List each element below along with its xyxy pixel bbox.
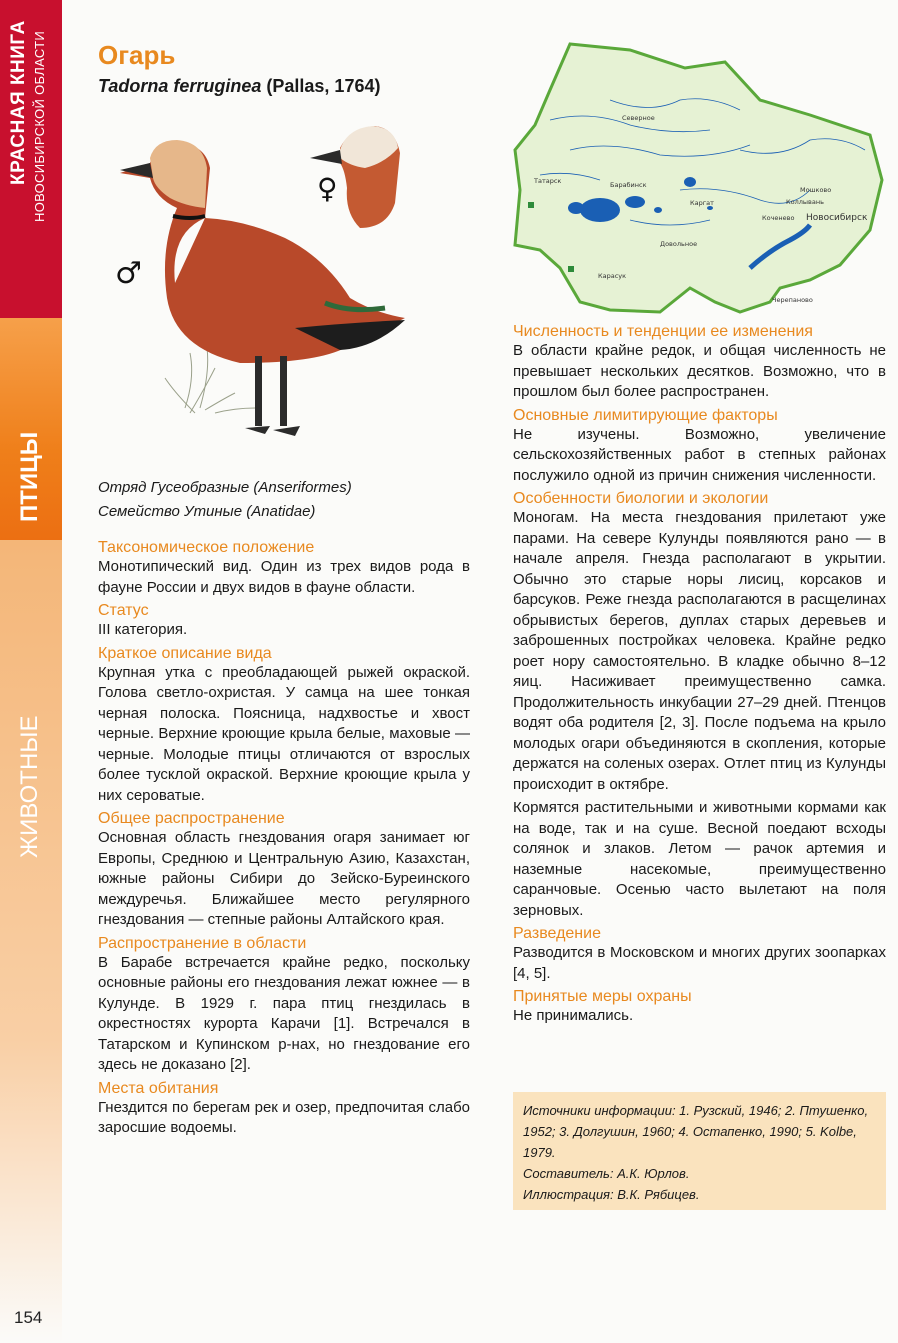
section-text: III категория. bbox=[98, 621, 188, 638]
section-heading: Численность и тенденции ее изменения bbox=[513, 323, 813, 340]
sources-box bbox=[513, 1092, 886, 1210]
town-label: Мошково bbox=[800, 186, 832, 194]
left-column bbox=[98, 538, 470, 1142]
class-label: ПТИЦЫ bbox=[16, 431, 43, 522]
book-title: КРАСНАЯ КНИГА bbox=[8, 20, 29, 185]
section-text: Моногам. На места гнездования прилетают уже парами. На севере Кулунды появляются рано — в начале апреля. Гнезда располагают в укрытии. Обычно это старые норы лисиц, корсаков и барсуков. Реже гнезда располагаются в расщелинах обрывистых берегов, дуплах старых деревьев и заброшенных постройках человека. Крайне редко роет нору самостоятельно. В кладке обычно 8–12 яиц. Насиживает преимущественно самка. Продолжительность инкубации 27–29 дней. Птенцов водят оба родителя [2, 3]. После подъема на крыло молодых огари объединяются в скопления, которые держатся на соленых озерах. Отлет птиц из Кулунды происходит в октябре. bbox=[513, 509, 886, 793]
section-text: Основная область гнездования огаря занимает юг Европы, Среднюю и Центральную Азию, Казахстан, южные районы Сибири до Зейско-Буреинского междуречья. Ближайшее место регулярного гнездования — степные районы Алтайского края. bbox=[98, 829, 470, 928]
section-text: Монотипический вид. Один из трех видов рода в фауне России и двух видов в фауне области. bbox=[98, 558, 470, 596]
sources-author: Составитель: А.К. Юрлов. bbox=[523, 1166, 690, 1181]
record-marker bbox=[568, 266, 574, 272]
latin-binomial: Tadorna ferruginea bbox=[98, 76, 262, 96]
section-heading: Места обитания bbox=[98, 1079, 219, 1097]
latin-author: (Pallas, 1764) bbox=[266, 76, 381, 96]
section-heading: Общее распространение bbox=[98, 810, 285, 827]
kingdom-label: ЖИВОТНЫЕ bbox=[16, 715, 43, 858]
town-label: Северное bbox=[622, 114, 655, 122]
order-line: Отряд Гусеобразные (Anseriformes) bbox=[98, 479, 352, 496]
right-column bbox=[513, 322, 886, 1030]
page-number: 154 bbox=[14, 1308, 43, 1327]
town-label: Карасук bbox=[598, 272, 627, 280]
section-heading: Основные лимитирующие факторы bbox=[513, 406, 778, 424]
female-symbol: ♀ bbox=[317, 172, 338, 205]
male-symbol: ♂ bbox=[115, 256, 142, 291]
sidebar-fade-band bbox=[0, 1040, 62, 1343]
town-label: Барабинск bbox=[610, 181, 647, 189]
section-text: Разводится в Московском и многих других зоопарках [4, 5]. bbox=[513, 944, 886, 982]
town-label: Черепаново bbox=[772, 296, 813, 304]
section-text: Гнездится по берегам рек и озер, предпочитая слабо заросшие водоемы. bbox=[98, 1098, 470, 1136]
section-text: В Барабе встречается крайне редко, поскольку основные районы его гнездования лежат южнее — в Кулунде. В 1929 г. пара птиц гнездилась в окрестностях курорта Карачи [1]. Встречался в Татарском и Купинском р-нах, но гнездование его здесь не доказано [2]. bbox=[98, 953, 470, 1073]
town-label: Довольное bbox=[660, 240, 698, 248]
distribution-map bbox=[510, 40, 886, 322]
section-heading: Распространение в области bbox=[98, 934, 307, 952]
section-heading: Разведение bbox=[513, 925, 601, 942]
town-label: Каргат bbox=[690, 199, 714, 207]
section-heading: Принятые меры охраны bbox=[513, 988, 692, 1005]
town-label: Коллывань bbox=[786, 198, 824, 206]
taxonomy-block bbox=[98, 476, 488, 524]
section-text: Крупная утка с преобладающей рыжей окраской. Голова светло-охристая. У самца на шее тонкая черная полоска. Поясница, надхвостье и хвост черные. Верхние кроющие крыла белые, маховые — черные. Молодые птицы отличаются от взрослых более тусклой окраской. Верхние кроющие крыла у них сероватые. bbox=[98, 663, 470, 804]
section-text: Не принимались. bbox=[513, 1007, 634, 1024]
record-marker bbox=[528, 202, 534, 208]
duck-illustration bbox=[95, 108, 495, 468]
section-text: Кормятся растительными и животными кормами как на воде, так и на суше. Весной поедают всходы солянок и злаков. Летом — рачок артемия и наземные насекомые, преимущественно саранчовые. Осенью часто вылетают на поля зерновых. bbox=[513, 799, 886, 919]
section-heading: Краткое описание вида bbox=[98, 644, 272, 662]
species-latin-name bbox=[98, 76, 380, 97]
section-heading: Особенности биологии и экологии bbox=[513, 490, 769, 507]
section-heading: Статус bbox=[98, 602, 149, 619]
sidebar bbox=[0, 0, 62, 1343]
book-region: НОВОСИБИРСКОЙ ОБЛАСТИ bbox=[32, 31, 47, 222]
species-title: Огарь bbox=[98, 40, 176, 70]
town-label: Новосибирск bbox=[806, 213, 868, 223]
sources-illustration: Иллюстрация: В.К. Рябицев. bbox=[523, 1187, 700, 1202]
section-text: Не изучены. Возможно, увеличение сельскохозяйственных работ в степных районах послужило одной из причин снижения численности. bbox=[513, 425, 886, 484]
town-label: Коченево bbox=[762, 214, 795, 222]
town-label: Татарск bbox=[534, 177, 562, 185]
sources-refs: Источники информации: 1. Рузский, 1946; 2. Птушенко, 1952; 3. Долгушин, 1960; 4. Остапенко, 1990; 5. Kolbe, 1979. bbox=[523, 1103, 869, 1160]
section-text: В области крайне редок, и общая численность не превышает нескольких десятков. Возможно, что в прошлом был более распространен. bbox=[513, 342, 886, 400]
family-line: Семейство Утиные (Anatidae) bbox=[98, 503, 316, 520]
section-heading: Таксономическое положение bbox=[98, 539, 315, 556]
